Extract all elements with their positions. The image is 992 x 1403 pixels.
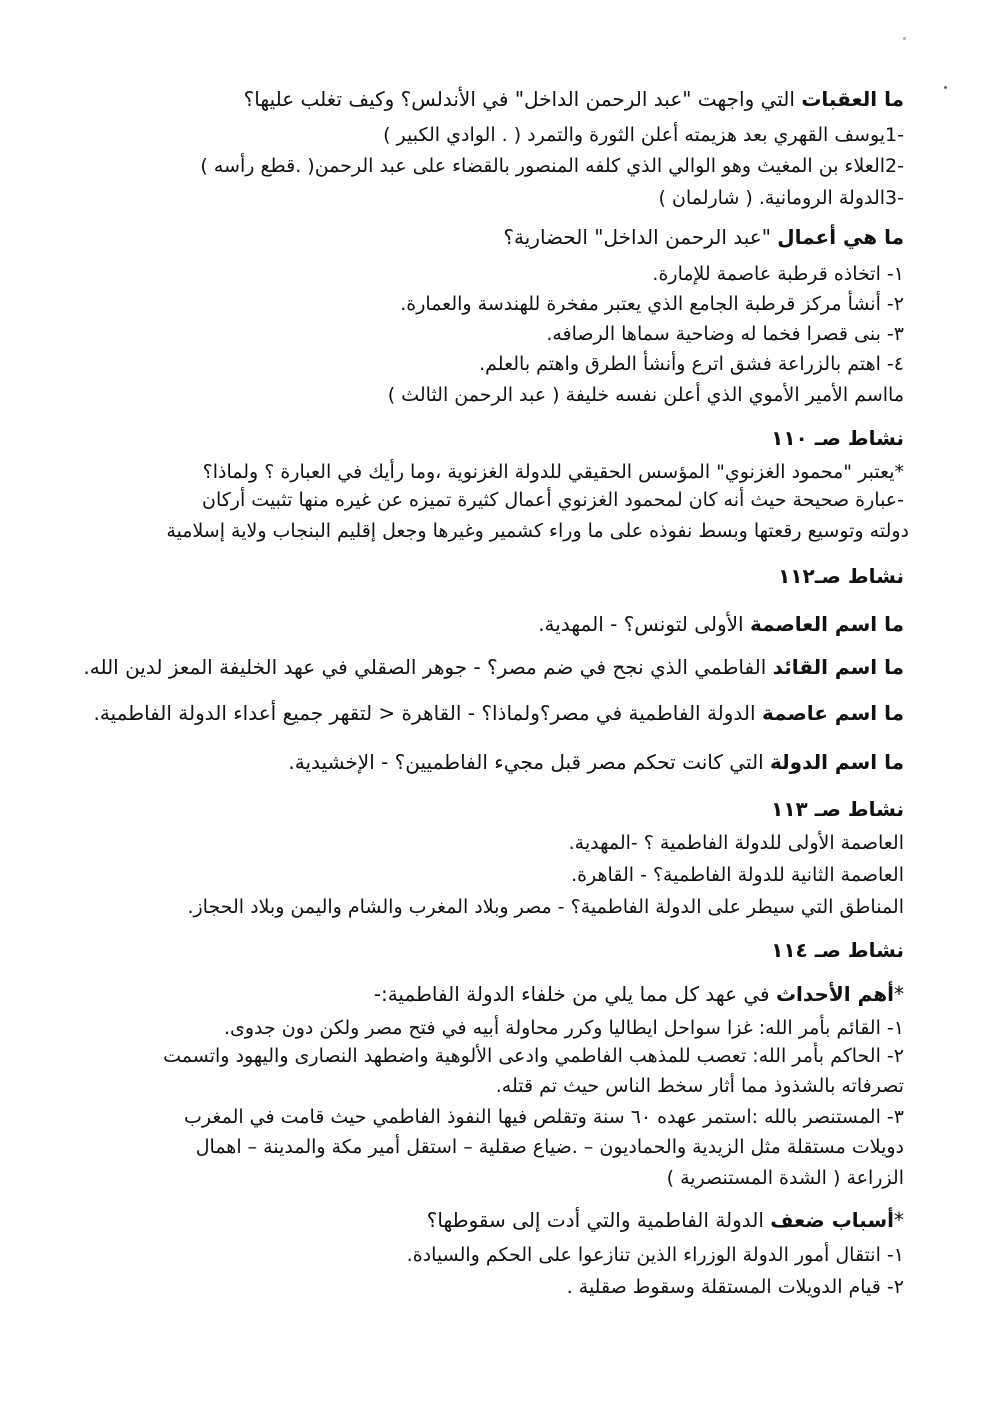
question-keyword: ما اسم الدولة bbox=[769, 750, 904, 774]
question-keyword: أسباب ضعف bbox=[770, 1208, 894, 1232]
answer-line: ٢- قيام الدويلات المستقلة وسقوط صقلية . bbox=[566, 1276, 904, 1298]
answer-line: ٢- أنشأ مركز قرطبة الجامع الذي يعتبر مفخرة للهندسة والعمارة. bbox=[400, 293, 904, 315]
question-text: في عهد كل مما يلي من خلفاء الدولة الفاطمية:- bbox=[373, 982, 776, 1006]
question-text: الفاطمي الذي نجح في ضم مصر؟ - جوهر الصقلي في عهد الخليفة المعز لدين الله. bbox=[83, 655, 773, 679]
answer-line: ١- انتقال أمور الدولة الوزراء الذين تنازعوا على الحكم والسيادة. bbox=[406, 1244, 904, 1266]
activity-title: نشاط صـ١١٢ bbox=[778, 564, 904, 588]
qa-line bbox=[538, 611, 904, 637]
question-keyword: ما اسم عاصمة bbox=[761, 701, 904, 725]
question-text: "عبد الرحمن الداخل" الحضارية؟ bbox=[503, 225, 778, 249]
answer-line: ٢- الحاكم بأمر الله: تعصب للمذهب الفاطمي وادعى الألوهية واضطهد النصارى واليهود واتسمت bbox=[163, 1045, 904, 1067]
qa-line bbox=[93, 700, 904, 726]
answer-line: ١- القائم بأمر الله: غزا سواحل ايطاليا وكرر محاولة أبيه في فتح مصر ولكن دون جدوى. bbox=[223, 1017, 904, 1039]
answer-line: ١- اتخاذه قرطبة عاصمة للإمارة. bbox=[652, 263, 904, 285]
question-events bbox=[374, 981, 904, 1007]
question-text: الأولى لتونس؟ - المهدية. bbox=[538, 612, 750, 636]
answer-line: -عبارة صحيحة حيث أنه كان لمحمود الغزنوي أعمال كثيرة تميزه عن غيره منها تثبيت أركان bbox=[202, 489, 904, 511]
scan-speck bbox=[944, 86, 947, 89]
bullet-star: * bbox=[894, 1208, 904, 1232]
answer-line: دويلات مستقلة مثل الزيدية والحماديون – .ضياع صقلية – استقل أمير مكة والمدينة – اهمال bbox=[195, 1136, 904, 1158]
scan-speck bbox=[903, 37, 906, 40]
answer-line: ٤- اهتم بالزراعة فشق اترع وأنشأ الطرق واهتم بالعلم. bbox=[479, 353, 904, 375]
answer-line: دولته وتوسيع رقعتها وبسط نفوذه على ما وراء كشمير وغيرها وجعل إقليم البنجاب ولاية إسلامية bbox=[166, 520, 909, 542]
answer-line: الزراعة ( الشدة المستنصرية ) bbox=[666, 1167, 904, 1189]
question-achievements bbox=[503, 224, 904, 250]
answer-line: مااسم الأمير الأموي الذي أعلن نفسه خليفة ( عبد الرحمن الثالث ) bbox=[387, 384, 904, 406]
question-text: التي واجهت "عبد الرحمن الداخل" في الأندلس؟ وكيف تغلب عليها؟ bbox=[243, 87, 802, 111]
answer-line: ٣- المستنصر بالله :استمر عهده ٦٠ سنة وتقلص فيها النفوذ الفاطمي حيث قامت في المغرب bbox=[184, 1106, 904, 1128]
question-keyword: ما اسم العاصمة bbox=[749, 612, 904, 636]
question-keyword: ما العقبات bbox=[801, 87, 904, 111]
question-text: الدولة الفاطمية في مصر؟ولماذا؟ - القاهرة < لتقهر جميع أعداء الدولة الفاطمية. bbox=[93, 701, 762, 725]
question-obstacles bbox=[244, 86, 904, 112]
answer-line: -2العلاء بن المغيث وهو الوالي الذي كلفه المنصور بالقضاء على عبد الرحمن( .قطع رأسه ) bbox=[200, 155, 904, 177]
answer-line: تصرفاته بالشذوذ مما أثار سخط الناس حيث تم قتله. bbox=[495, 1075, 904, 1097]
question-keyword: ما هي أعمال bbox=[777, 225, 904, 249]
question-keyword: ما اسم القائد bbox=[772, 655, 904, 679]
bullet-star: * bbox=[894, 982, 904, 1006]
activity-title: نشاط صـ ١١٣ bbox=[771, 797, 904, 821]
answer-line: العاصمة الأولى للدولة الفاطمية ؟ -المهدية. bbox=[568, 832, 904, 854]
answer-line: العاصمة الثانية للدولة الفاطمية؟ - القاهرة. bbox=[571, 864, 904, 886]
answer-line: -3الدولة الرومانية. ( شارلمان ) bbox=[658, 187, 904, 209]
question-causes bbox=[427, 1207, 904, 1233]
answer-line: ٣- بنى قصرا فخما له وضاحية سماها الرصافه. bbox=[546, 323, 904, 345]
activity-title: نشاط صـ ١١٤ bbox=[771, 938, 904, 962]
qa-line bbox=[83, 654, 904, 680]
activity-question: *يعتبر "محمود الغزنوي" المؤسس الحقيقي للدولة الغزنوية ،وما رأيك في العبارة ؟ ولماذا؟ bbox=[202, 461, 904, 483]
answer-line: المناطق التي سيطر على الدولة الفاطمية؟ - مصر وبلاد المغرب والشام واليمن وبلاد الحجاز. bbox=[187, 896, 904, 918]
question-text: الدولة الفاطمية والتي أدت إلى سقوطها؟ bbox=[426, 1208, 771, 1232]
question-keyword: أهم الأحداث bbox=[775, 982, 894, 1006]
qa-line bbox=[288, 749, 904, 775]
question-text: التي كانت تحكم مصر قبل مجيء الفاطميين؟ - الإخشيدية. bbox=[288, 750, 770, 774]
activity-title: نشاط صـ ١١٠ bbox=[771, 426, 904, 450]
answer-line: -1يوسف القهري بعد هزيمته أعلن الثورة والتمرد ( . الوادي الكبير ) bbox=[383, 124, 904, 146]
